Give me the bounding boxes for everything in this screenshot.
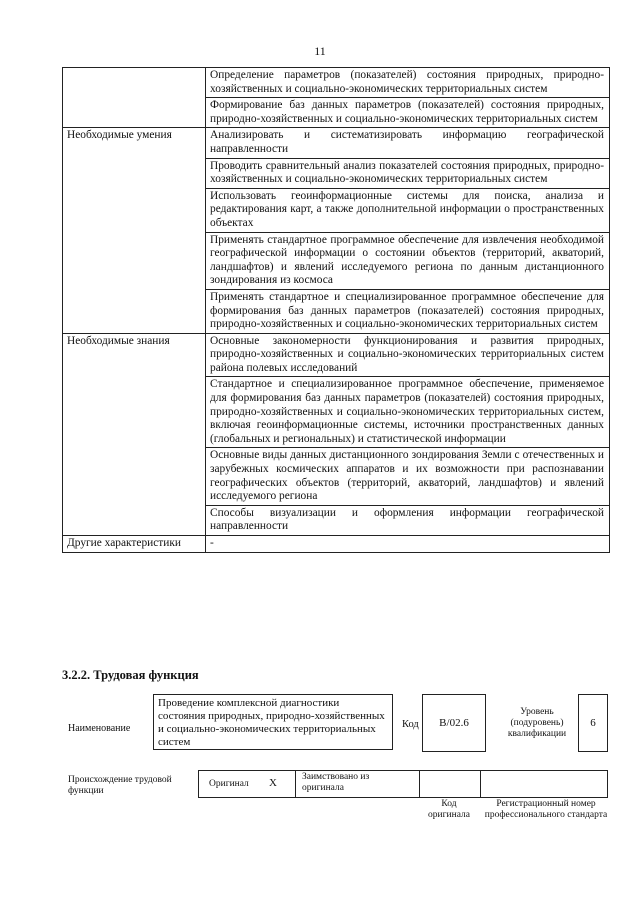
divider-2 bbox=[419, 771, 420, 797]
level-value: 6 bbox=[590, 716, 596, 729]
origin-label: Происхождение трудовой функции bbox=[68, 775, 172, 796]
row-label: Необходимые умения bbox=[63, 128, 206, 333]
row-text: Стандартное и специализированное программное обеспечение, применяемое для формирования баз данных параметров (показателей) состояния природных, природно-хозяйственных и социально-экономических территориальных систем, включая геоинформационные системы, источники пространственных данных (глобальных и региональных) и статистической информации bbox=[206, 377, 610, 448]
row-text: - bbox=[206, 536, 610, 553]
code-original-caption: Код оригинала bbox=[428, 799, 470, 820]
level-label: Уровень (подуровень) квалификации bbox=[507, 707, 567, 739]
row-label: Другие характеристики bbox=[63, 536, 206, 553]
row-text: Использовать геоинформационные системы для поиска, анализа и редактирования карт, а также дополнительной информации о пространственных объектах bbox=[206, 188, 610, 232]
code-value: B/02.6 bbox=[439, 716, 469, 729]
row-text: Проводить сравнительный анализ показателей состояния природных, природно-хозяйственных и социально-экономических территориальных систем bbox=[206, 158, 610, 188]
origin-table bbox=[198, 770, 608, 798]
row-text: Определение параметров (показателей) состояния природных, природно-хозяйственных и социально-экономических территориальных систем bbox=[206, 68, 610, 98]
divider-1 bbox=[295, 771, 296, 797]
row-text: Основные закономерности функционирования и развития природных, природно-хозяйственных и социально-экономических территориальных систем района полевых исследований bbox=[206, 333, 610, 377]
original-label: Оригинал bbox=[209, 779, 249, 789]
divider-3 bbox=[480, 771, 481, 797]
skills-knowledge-table bbox=[62, 67, 610, 553]
section-title: 3.2.2. Трудовая функция bbox=[62, 668, 199, 682]
original-mark: X bbox=[269, 777, 277, 789]
code-box bbox=[422, 694, 486, 752]
table-row bbox=[63, 68, 610, 98]
borrowed-label: Заимствовано из оригинала bbox=[302, 772, 370, 793]
function-name-box bbox=[153, 694, 393, 750]
code-label: Код bbox=[402, 719, 419, 730]
page-number: 11 bbox=[314, 44, 326, 58]
row-text: Основные виды данных дистанционного зондирования Земли с отечественных и зарубежных космических аппаратов и их возможности при распознавании географических объектов (территорий, акваторий, ландшафтов) и явлений исследуемого региона bbox=[206, 448, 610, 505]
table-row bbox=[63, 128, 610, 158]
level-box bbox=[578, 694, 608, 752]
row-text: Применять стандартное программное обеспечение для извлечения необходимой географической информации о состоянии объектов (территорий, акваторий, ландшафтов) и явлений исследуемого региона по данным дистанционного зондирования из космоса bbox=[206, 232, 610, 289]
row-text: Способы визуализации и оформления информации географической направленности bbox=[206, 505, 610, 535]
function-name: Проведение комплексной диагностики состояния природных, природно-хозяйственных и социально-экономических территориальных систем bbox=[158, 697, 385, 748]
row-text: Применять стандартное и специализированное программное обеспечение для формирования баз данных параметров (показателей) состояния природных, природно-хозяйственных и социально-экономических территориальных систем bbox=[206, 289, 610, 333]
row-text: Анализировать и систематизировать информацию географической направленности bbox=[206, 128, 610, 158]
row-label bbox=[63, 68, 206, 128]
table-row bbox=[63, 333, 610, 377]
table-row bbox=[63, 536, 610, 553]
name-label: Наименование bbox=[68, 723, 131, 734]
row-label: Необходимые знания bbox=[63, 333, 206, 535]
row-text: Формирование баз данных параметров (показателей) состояния природных, природно-хозяйственных и социально-экономических территориальных систем bbox=[206, 98, 610, 128]
reg-number-caption: Регистрационный номер профессионального стандарта bbox=[484, 799, 608, 820]
